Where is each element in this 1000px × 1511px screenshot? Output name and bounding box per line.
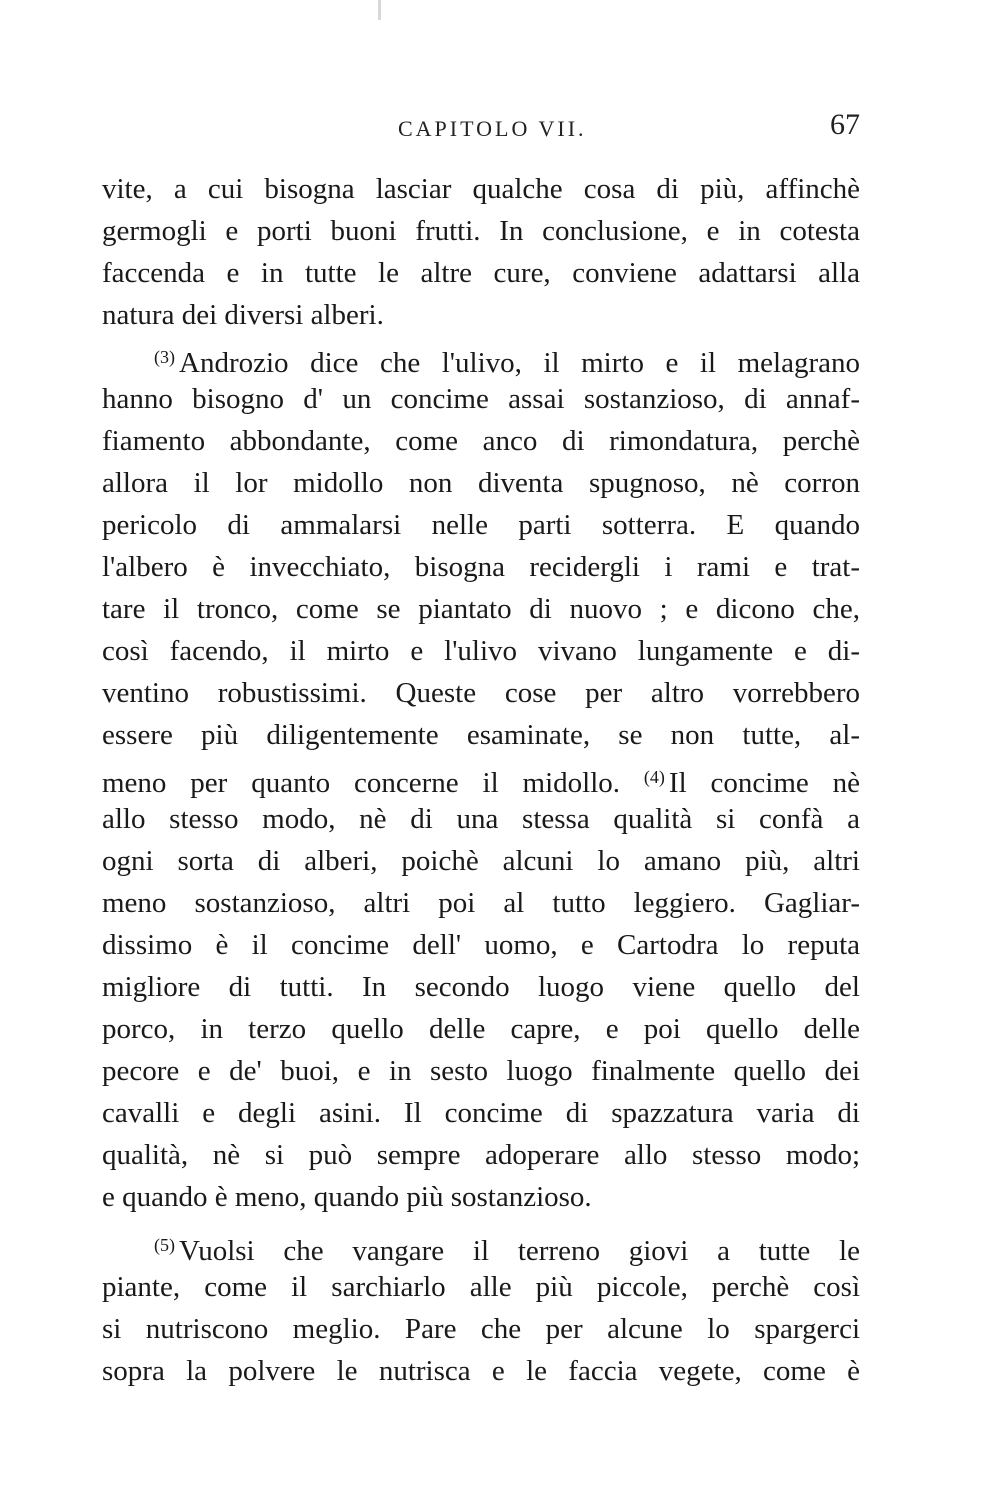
text-line bbox=[102, 756, 860, 798]
text-line: ventino robustissimi. Queste cose per altro vorrebbero bbox=[102, 677, 860, 709]
text-line: fiamento abbondante, come anco di rimondatura, perchè bbox=[102, 425, 860, 457]
text-line: allo stesso modo, nè di una stessa qualità si confà a bbox=[102, 803, 860, 835]
text-line: essere più diligentemente esaminate, se non tutte, al- bbox=[102, 719, 860, 751]
running-title: CAPITOLO VII. bbox=[398, 116, 587, 141]
text-span: Androzio dice che l'ulivo, il mirto e il melagrano bbox=[179, 347, 860, 379]
text-line: porco, in terzo quello delle capre, e poi quello delle bbox=[102, 1013, 860, 1045]
text-line: piante, come il sarchiarlo alle più piccole, perchè così bbox=[102, 1271, 860, 1303]
text-line: tare il tronco, come se piantato di nuovo ; e dicono che, bbox=[102, 593, 860, 625]
text-line: qualità, nè si può sempre adoperare allo stesso modo; bbox=[102, 1139, 860, 1171]
text-line: dissimo è il concime dell' uomo, e Cartodra lo reputa bbox=[102, 929, 860, 961]
text-line: natura dei diversi alberi. bbox=[102, 299, 384, 331]
page-header bbox=[102, 104, 860, 144]
text-line: cavalli e degli asini. Il concime di spazzatura varia di bbox=[102, 1097, 860, 1129]
page-number: 67 bbox=[830, 108, 860, 141]
text-span: meno per quanto concerne il midollo. bbox=[102, 767, 621, 799]
text-line: ogni sorta di alberi, poichè alcuni lo amano più, altri bbox=[102, 845, 860, 877]
text-span: Il concime nè bbox=[668, 767, 860, 799]
text-line: migliore di tutti. In secondo luogo viene quello del bbox=[102, 971, 860, 1003]
text-line: l'albero è invecchiato, bisogna recidergli i rami e trat- bbox=[102, 551, 860, 583]
text-line: e quando è meno, quando più sostanzioso. bbox=[102, 1181, 592, 1213]
text-line: pecore e de' buoi, e in sesto luogo finalmente quello dei bbox=[102, 1055, 860, 1087]
text-line: faccenda e in tutte le altre cure, conviene adattarsi alla bbox=[102, 257, 860, 289]
text-line: così facendo, il mirto e l'ulivo vivano lungamente e di- bbox=[102, 635, 860, 667]
text-line bbox=[102, 336, 860, 378]
text-line bbox=[102, 1224, 860, 1266]
text-line: hanno bisogno d' un concime assai sostanzioso, di annaf- bbox=[102, 383, 860, 415]
page-text bbox=[102, 168, 860, 1392]
text-line: allora il lor midollo non diventa spugnoso, nè corron bbox=[102, 467, 860, 499]
text-line: germogli e porti buoni frutti. In conclusione, e in cotesta bbox=[102, 215, 860, 247]
text-line: vite, a cui bisogna lasciar qualche cosa di più, affinchè bbox=[102, 173, 860, 205]
note-marker: (3) bbox=[154, 347, 175, 367]
scan-mark bbox=[378, 0, 381, 20]
text-line: si nutriscono meglio. Pare che per alcune lo spargerci bbox=[102, 1313, 860, 1345]
text-line: sopra la polvere le nutrisca e le faccia vegete, come è bbox=[102, 1355, 860, 1387]
text-line: meno sostanzioso, altri poi al tutto leggiero. Gagliar- bbox=[102, 887, 860, 919]
text-span: Vuolsi che vangare il terreno giovi a tutte le bbox=[179, 1235, 860, 1267]
text-line: pericolo di ammalarsi nelle parti sotterra. E quando bbox=[102, 509, 860, 541]
note-marker: (4) bbox=[643, 767, 665, 787]
note-marker: (5) bbox=[154, 1235, 175, 1255]
